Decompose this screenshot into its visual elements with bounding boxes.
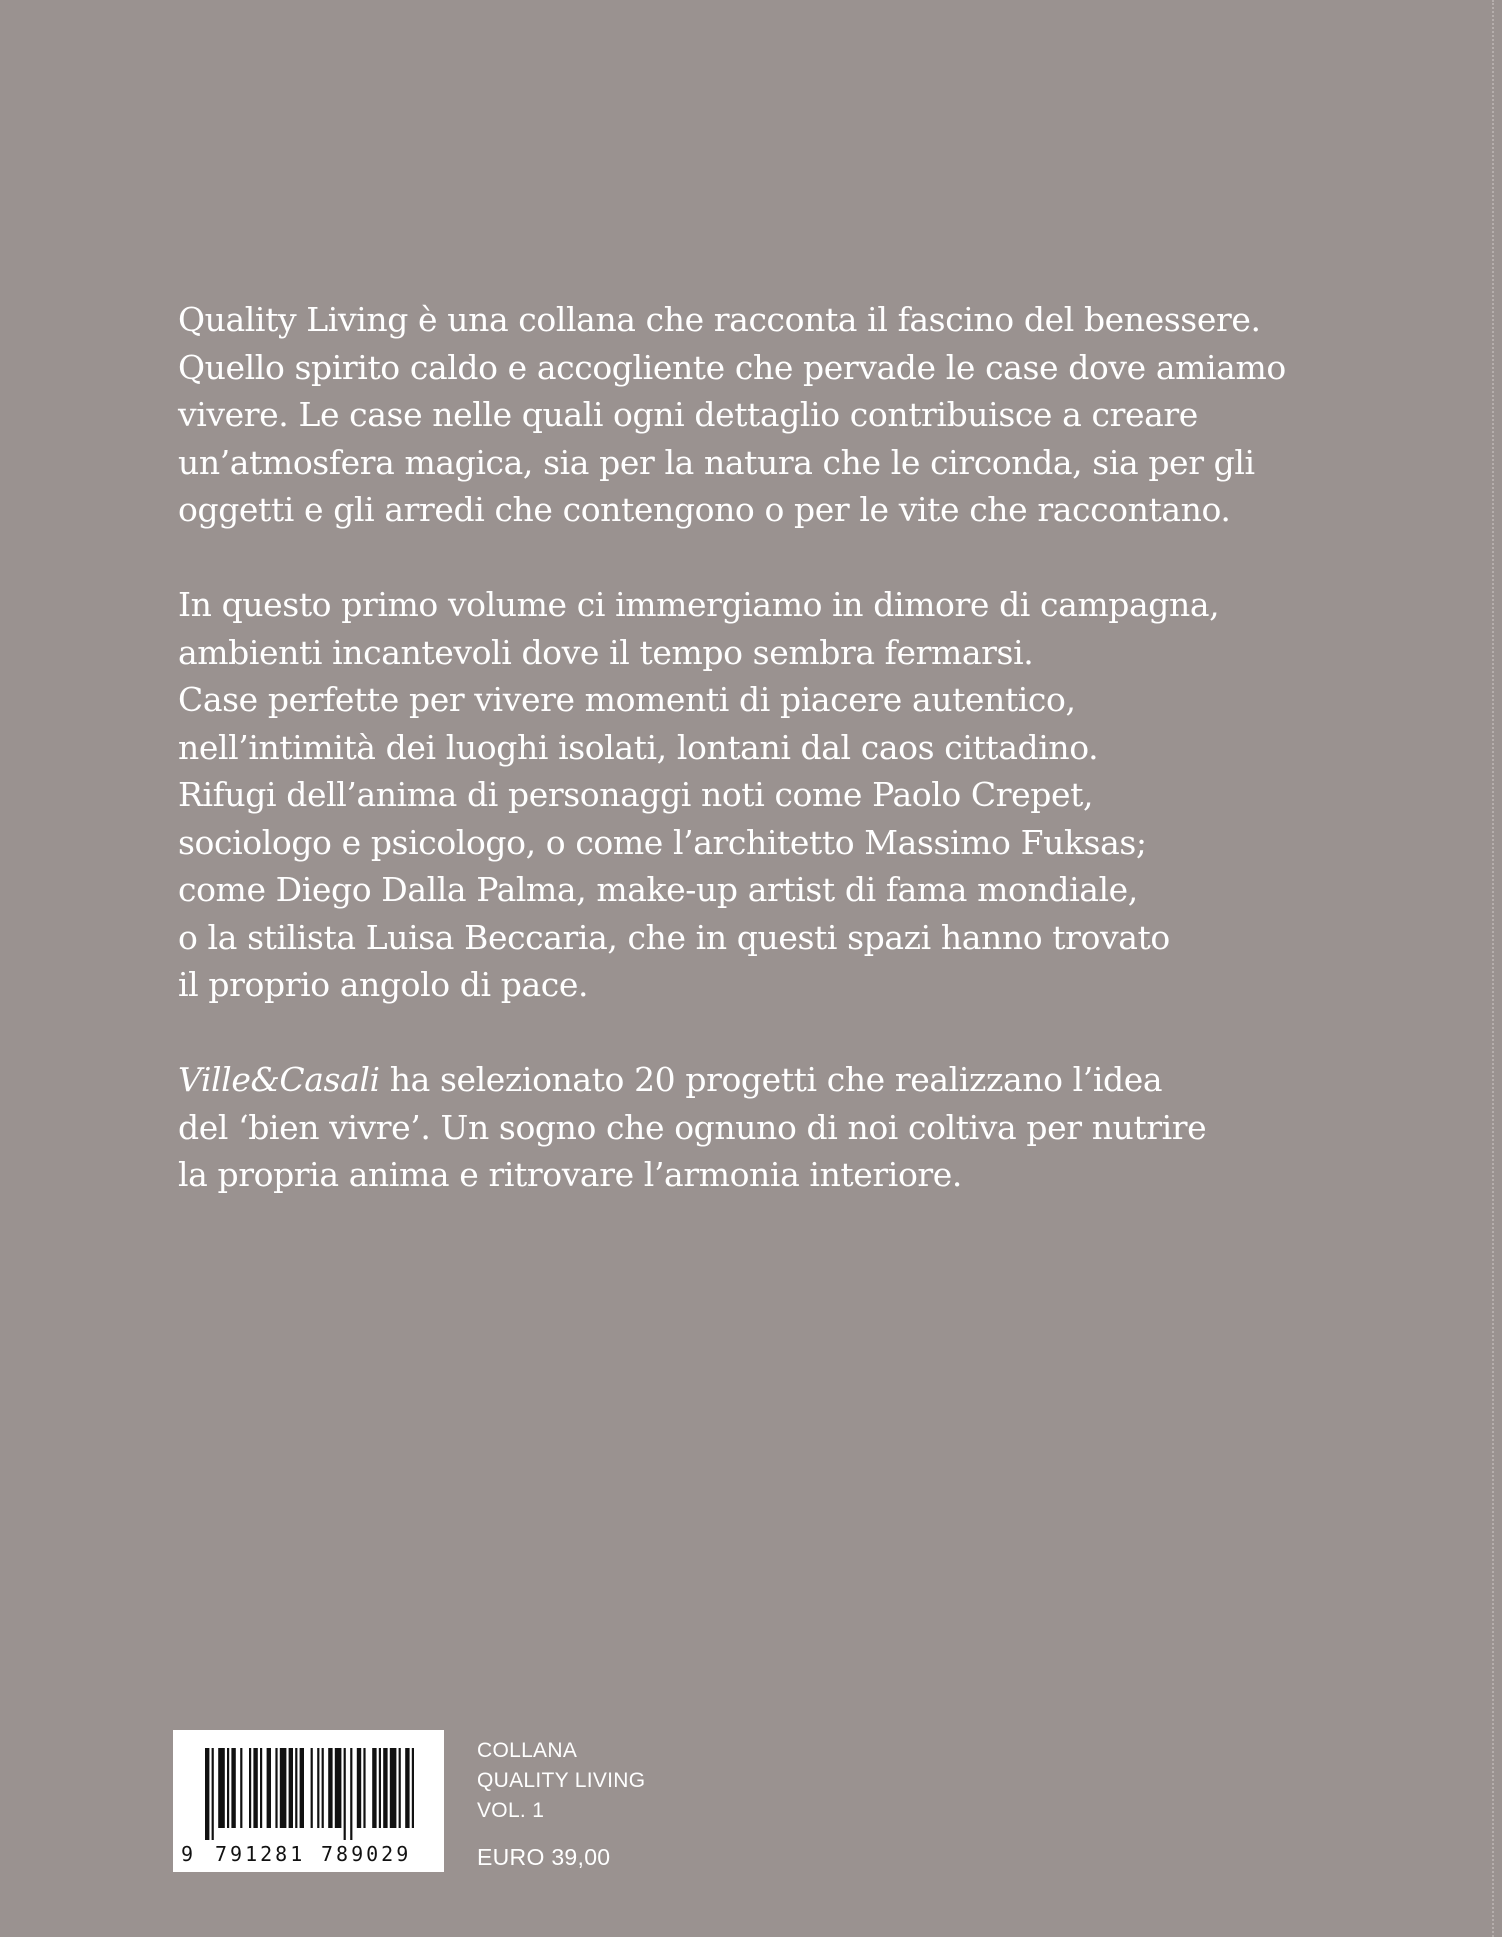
barcode-bar (218, 1748, 225, 1828)
paragraph-selection (178, 1056, 1308, 1199)
barcode-bar (344, 1748, 346, 1840)
barcode-bar (280, 1748, 287, 1828)
barcode-bar (412, 1748, 414, 1828)
barcode (173, 1730, 444, 1872)
barcode-bar (357, 1748, 361, 1828)
text-line: del ‘bien vivre’. Un sogno che ognuno di noi coltiva per nutrire (178, 1107, 1207, 1147)
barcode-bar (317, 1748, 319, 1828)
text-line: oggetti e gli arredi che contengono o per le vite che raccontano. (178, 490, 1231, 529)
text-line: o la stilista Luisa Beccaria, che in questi spazi hanno trovato (178, 917, 1170, 957)
barcode-bar (328, 1748, 332, 1828)
trim-edge-line (1490, 0, 1494, 1937)
barcode-bar (212, 1748, 214, 1840)
barcode-bars (205, 1748, 415, 1840)
barcode-bar (289, 1748, 293, 1828)
barcode-bar (322, 1748, 324, 1828)
text-line: Case perfette per vivere momenti di piacere autentico, (178, 680, 1076, 719)
barcode-bar (383, 1748, 387, 1828)
barcode-bar (379, 1748, 381, 1828)
barcode-bar (399, 1748, 401, 1828)
barcode-bar (267, 1748, 271, 1828)
barcode-bar (231, 1748, 235, 1828)
text-line: Quello spirito caldo e accogliente che pervade le case dove amiamo (178, 347, 1286, 387)
barcode-bar (311, 1748, 313, 1828)
barcode-bar (405, 1748, 409, 1828)
barcode-bar (300, 1748, 304, 1828)
series-volume: VOL. 1 (477, 1799, 545, 1822)
paragraph-volume (178, 581, 1308, 1009)
barcode-bar (227, 1748, 229, 1828)
barcode-bar (295, 1748, 297, 1828)
text-line: sociologo e psicologo, o come l’architetto Massimo Fuksas; (178, 822, 1147, 862)
text-line: vivere. Le case nelle quali ogni dettaglio contribuisce a creare (178, 395, 1198, 434)
barcode-bar (260, 1748, 262, 1828)
text-line: il proprio angolo di pace. (178, 965, 589, 1004)
text-line: Quality Living è una collana che racconta il fascino del benessere. (178, 300, 1261, 339)
barcode-bar (205, 1748, 209, 1840)
text-line: come Diego Dalla Palma, make-up artist di fama mondiale, (178, 870, 1138, 909)
barcode-bar (335, 1748, 342, 1828)
barcode-bar (275, 1748, 277, 1828)
barcode-bar (363, 1748, 365, 1828)
text-line: un’atmosfera magica, sia per la natura che le circonda, sia per gli (178, 442, 1255, 482)
text-line (178, 1056, 1308, 1104)
barcode-bar (253, 1748, 257, 1828)
barcode-group-right: 789029 (321, 1842, 412, 1866)
text-line: Rifugi dell’anima di personaggi noti come Paolo Crepet, (178, 775, 1094, 814)
text-line: la propria anima e ritrovare l’armonia interiore. (178, 1155, 963, 1194)
barcode-bar (249, 1748, 251, 1828)
text-fragment: ha selezionato 20 progetti che realizzano l’idea (379, 1060, 1163, 1099)
series-label: COLLANA (477, 1739, 578, 1762)
price: EURO 39,00 (477, 1844, 611, 1870)
text-line: nell’intimità dei luoghi isolati, lontani dal caos cittadino. (178, 727, 1099, 767)
barcode-bar (240, 1748, 242, 1828)
series-name: QUALITY LIVING (477, 1769, 646, 1792)
series-info (477, 1736, 645, 1872)
barcode-bar (390, 1748, 397, 1828)
barcode-group-left: 791281 (215, 1842, 306, 1866)
barcode-lead-digit: 9 (181, 1842, 194, 1866)
brand-name: Ville&Casali (178, 1060, 380, 1099)
text-line: In questo primo volume ci immergiamo in dimore di campagna, (178, 585, 1220, 624)
back-cover-text (178, 296, 1308, 1246)
barcode-bar (350, 1748, 352, 1840)
text-line: ambienti incantevoli dove il tempo sembra fermarsi. (178, 632, 1034, 672)
barcode-bar (372, 1748, 376, 1828)
paragraph-intro (178, 296, 1308, 534)
